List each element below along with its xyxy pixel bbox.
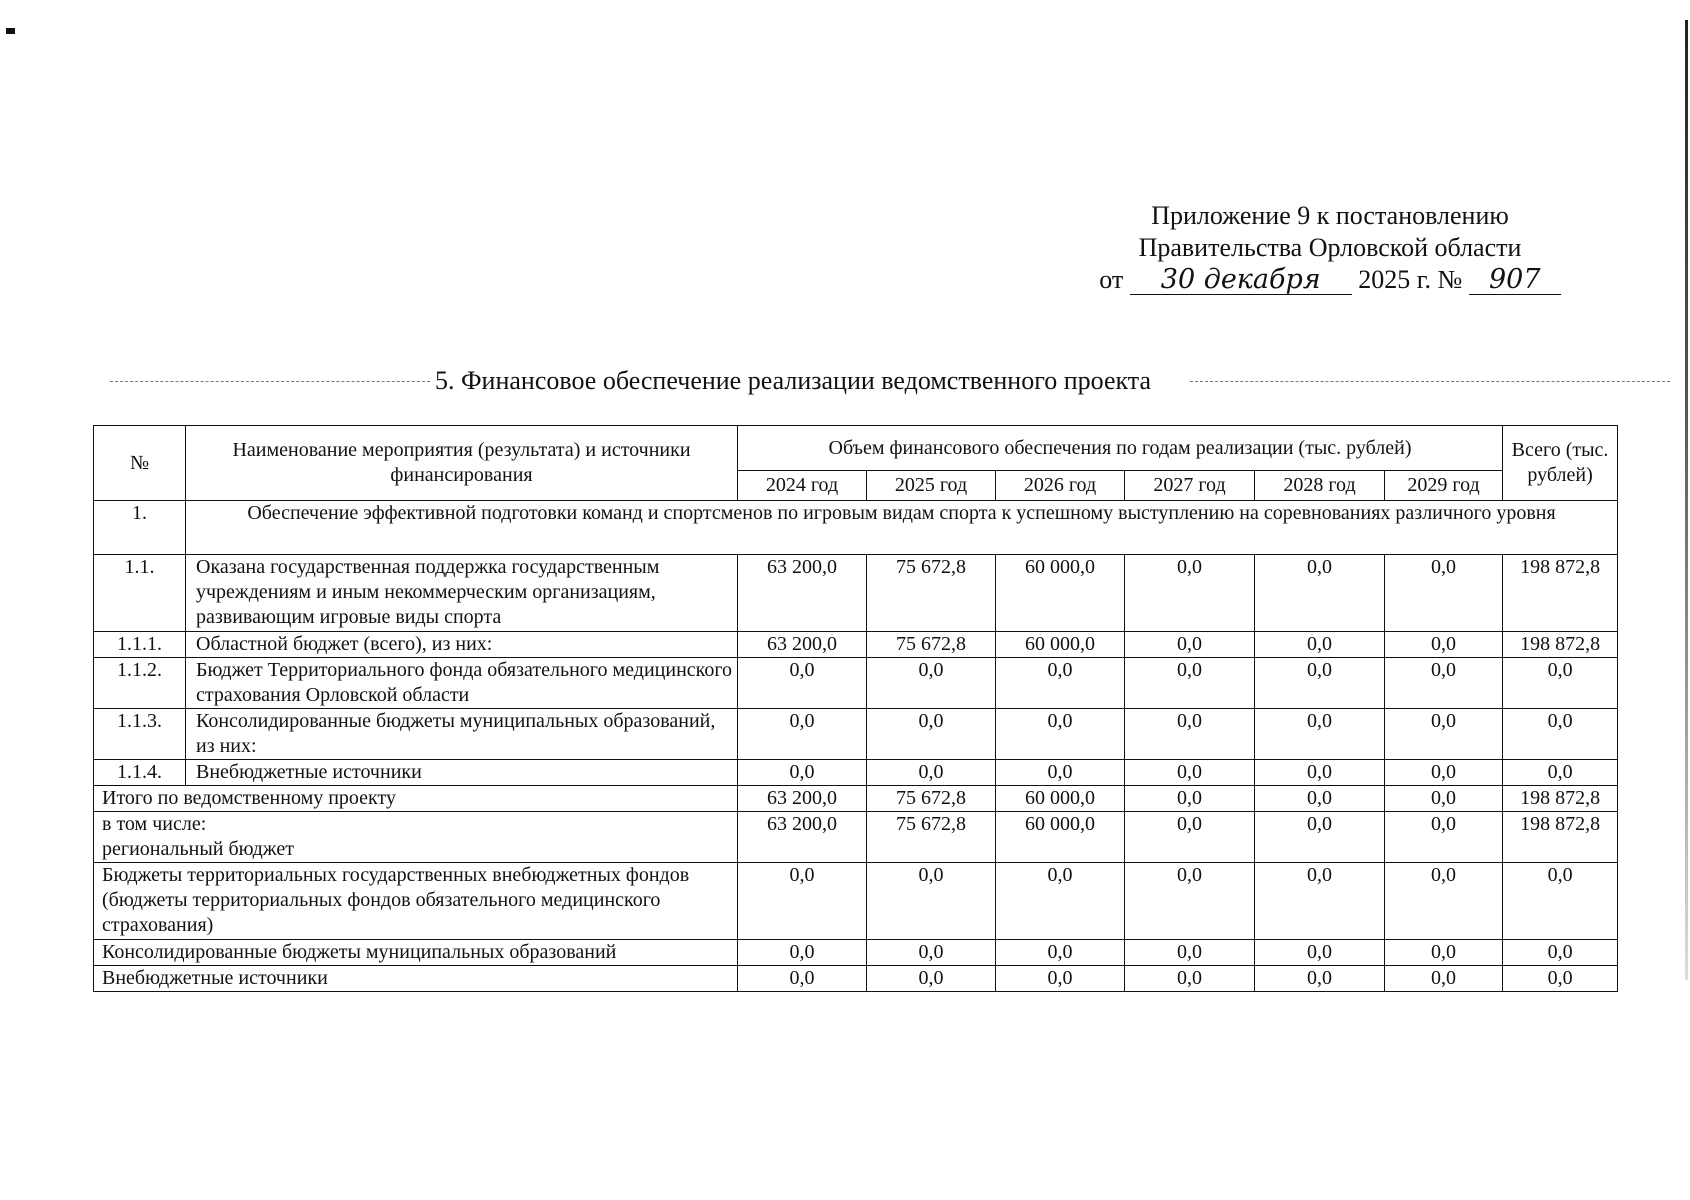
cell-2026: 60 000,0 — [996, 555, 1125, 632]
cell-total: 0,0 — [1503, 863, 1618, 940]
cell-2026: 0,0 — [996, 760, 1125, 786]
appendix-header — [1070, 200, 1590, 296]
scan-artifact-mark — [6, 28, 15, 34]
row-name: Внебюджетные источники — [186, 760, 738, 786]
total-row — [94, 863, 1618, 940]
group-row — [94, 501, 1618, 555]
row-name: Консолидированные бюджеты муниципальных образований, из них: — [186, 709, 738, 760]
scan-artifact-edge — [1685, 20, 1688, 980]
cell-2025: 0,0 — [867, 966, 996, 992]
cell-2028: 0,0 — [1255, 632, 1385, 658]
section-title — [110, 366, 1670, 396]
row-number: 1.1.3. — [94, 709, 186, 760]
header-name: Наименование мероприятия (результата) и источники финансирования — [186, 426, 738, 501]
table-row — [94, 632, 1618, 658]
cell-2024: 63 200,0 — [738, 555, 867, 632]
row-name: Оказана государственная поддержка государственным учреждениям и иным некоммерческим организациям, развивающим игровые виды спорта — [186, 555, 738, 632]
total-row — [94, 812, 1618, 863]
header-row-1 — [94, 426, 1618, 471]
header-year: 2027 год — [1125, 471, 1255, 501]
cell-2027: 0,0 — [1125, 709, 1255, 760]
total-row-name: Консолидированные бюджеты муниципальных образований — [94, 940, 738, 966]
cell-2028: 0,0 — [1255, 940, 1385, 966]
handwritten-number: 907 — [1469, 266, 1561, 295]
group-title: Обеспечение эффективной подготовки команд и спортсменов по игровым видам спорта к успешному выступлению на соревнованиях различного уровня — [186, 501, 1618, 555]
title-dash-right — [1190, 381, 1670, 382]
cell-2025: 75 672,8 — [867, 632, 996, 658]
cell-2028: 0,0 — [1255, 812, 1385, 863]
cell-2027: 0,0 — [1125, 632, 1255, 658]
cell-2029: 0,0 — [1385, 863, 1503, 940]
cell-total: 0,0 — [1503, 966, 1618, 992]
table-row — [94, 760, 1618, 786]
row-name: Областной бюджет (всего), из них: — [186, 632, 738, 658]
cell-total: 198 872,8 — [1503, 555, 1618, 632]
title-dash-left — [110, 381, 430, 382]
cell-2024: 0,0 — [738, 658, 867, 709]
cell-2028: 0,0 — [1255, 709, 1385, 760]
appendix-line-3 — [1070, 264, 1590, 296]
header-year: 2028 год — [1255, 471, 1385, 501]
cell-2029: 0,0 — [1385, 786, 1503, 812]
table-row — [94, 709, 1618, 760]
cell-2024: 0,0 — [738, 709, 867, 760]
cell-total: 0,0 — [1503, 940, 1618, 966]
total-row-name: Внебюджетные источники — [94, 966, 738, 992]
total-row-label: в том числе: — [102, 813, 207, 835]
cell-2029: 0,0 — [1385, 658, 1503, 709]
total-row-sublabel: региональный бюджет — [102, 838, 294, 860]
row-name: Бюджет Территориального фонда обязательного медицинского страхования Орловской области — [186, 658, 738, 709]
total-row — [94, 966, 1618, 992]
cell-2027: 0,0 — [1125, 863, 1255, 940]
group-number: 1. — [94, 501, 186, 555]
cell-2027: 0,0 — [1125, 786, 1255, 812]
cell-2029: 0,0 — [1385, 632, 1503, 658]
cell-total: 198 872,8 — [1503, 632, 1618, 658]
header-year: 2026 год — [996, 471, 1125, 501]
header-total: Всего (тыс. рублей) — [1503, 426, 1618, 501]
cell-2025: 75 672,8 — [867, 555, 996, 632]
cell-2026: 60 000,0 — [996, 812, 1125, 863]
cell-2026: 60 000,0 — [996, 786, 1125, 812]
cell-2029: 0,0 — [1385, 709, 1503, 760]
total-row-name: Бюджеты территориальных государственных внебюджетных фондов (бюджеты территориальных фондов обязательного медицинского страхования) — [94, 863, 738, 940]
appendix-line-1: Приложение 9 к постановлению — [1151, 201, 1509, 230]
cell-2027: 0,0 — [1125, 760, 1255, 786]
cell-2028: 0,0 — [1255, 966, 1385, 992]
row-number: 1.1.1. — [94, 632, 186, 658]
cell-total: 0,0 — [1503, 709, 1618, 760]
row-number: 1.1. — [94, 555, 186, 632]
cell-2028: 0,0 — [1255, 863, 1385, 940]
cell-2025: 0,0 — [867, 709, 996, 760]
cell-2025: 0,0 — [867, 940, 996, 966]
cell-2024: 63 200,0 — [738, 812, 867, 863]
cell-2029: 0,0 — [1385, 966, 1503, 992]
cell-2024: 0,0 — [738, 760, 867, 786]
cell-total: 0,0 — [1503, 658, 1618, 709]
total-row-name: Итого по ведомственному проекту — [94, 786, 738, 812]
cell-2029: 0,0 — [1385, 940, 1503, 966]
cell-2026: 60 000,0 — [996, 632, 1125, 658]
cell-2026: 0,0 — [996, 658, 1125, 709]
cell-2027: 0,0 — [1125, 940, 1255, 966]
cell-2028: 0,0 — [1255, 786, 1385, 812]
header-volume: Объем финансового обеспечения по годам реализации (тыс. рублей) — [738, 426, 1503, 471]
header-year: 2029 год — [1385, 471, 1503, 501]
cell-2028: 0,0 — [1255, 658, 1385, 709]
handwritten-date: 30 декабря — [1130, 266, 1352, 295]
cell-total: 198 872,8 — [1503, 786, 1618, 812]
section-title-text: 5. Финансовое обеспечение реализации ведомственного проекта — [432, 366, 1154, 396]
cell-2029: 0,0 — [1385, 555, 1503, 632]
cell-2026: 0,0 — [996, 709, 1125, 760]
cell-2027: 0,0 — [1125, 555, 1255, 632]
appendix-line-2: Правительства Орловской области — [1138, 233, 1522, 262]
year-label: 2025 г. № — [1358, 265, 1463, 294]
cell-2024: 0,0 — [738, 863, 867, 940]
cell-2027: 0,0 — [1125, 658, 1255, 709]
row-number: 1.1.2. — [94, 658, 186, 709]
cell-2027: 0,0 — [1125, 812, 1255, 863]
cell-2024: 63 200,0 — [738, 786, 867, 812]
cell-2025: 0,0 — [867, 658, 996, 709]
table-row — [94, 555, 1618, 632]
total-row-name — [94, 812, 738, 863]
header-year: 2025 год — [867, 471, 996, 501]
financing-table — [93, 425, 1618, 992]
cell-2026: 0,0 — [996, 966, 1125, 992]
table-row — [94, 658, 1618, 709]
cell-2024: 63 200,0 — [738, 632, 867, 658]
cell-2028: 0,0 — [1255, 555, 1385, 632]
cell-2026: 0,0 — [996, 863, 1125, 940]
cell-2025: 75 672,8 — [867, 812, 996, 863]
header-number: № — [94, 426, 186, 501]
total-row — [94, 786, 1618, 812]
cell-2025: 0,0 — [867, 760, 996, 786]
row-number: 1.1.4. — [94, 760, 186, 786]
cell-2026: 0,0 — [996, 940, 1125, 966]
cell-total: 198 872,8 — [1503, 812, 1618, 863]
from-label: от — [1099, 265, 1124, 294]
header-year: 2024 год — [738, 471, 867, 501]
cell-2027: 0,0 — [1125, 966, 1255, 992]
cell-2029: 0,0 — [1385, 812, 1503, 863]
cell-2025: 0,0 — [867, 863, 996, 940]
cell-2029: 0,0 — [1385, 760, 1503, 786]
cell-2025: 75 672,8 — [867, 786, 996, 812]
cell-2028: 0,0 — [1255, 760, 1385, 786]
cell-2024: 0,0 — [738, 940, 867, 966]
total-row — [94, 940, 1618, 966]
cell-total: 0,0 — [1503, 760, 1618, 786]
cell-2024: 0,0 — [738, 966, 867, 992]
